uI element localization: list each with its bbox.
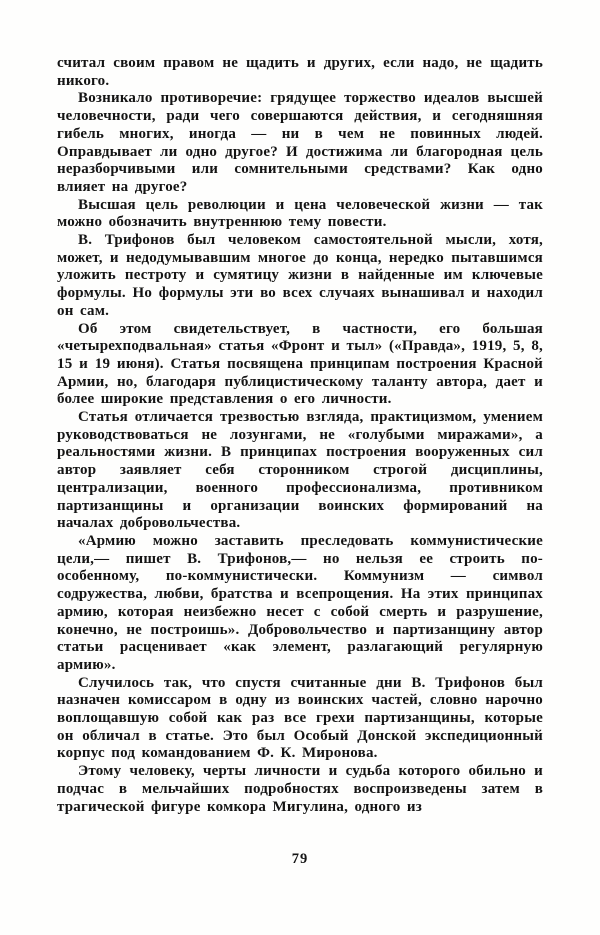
paragraph: Об этом свидетельствует, в частности, его большая «четырехподвальная» статья «Фронт и тыл» («Правда», 1919, 5, 8, 15 и 19 июня). Статья посвящена принципам построения Красной Армии, но, благодаря публицистическому таланту автора, дает и более широкие представления о его личности.: [57, 320, 543, 408]
paragraph: Этому человеку, черты личности и судьба которого обильно и подчас в мельчайших подробностях воспроизведены затем в трагической фигуре комкора Мигулина, одного из: [57, 763, 543, 815]
paragraph: Статья отличается трезвостью взгляда, практицизмом, умением руководствоваться не лозунгами, не «голубыми миражами», а реальностями жизни. В принципах построения вооруженных сил автор заявляет себя сторонником строгой дисциплины, централизации, военного профессионализма, противником партизанщины и организации воинских формирований на началах добровольчества.: [57, 409, 543, 532]
paragraph: Возникало противоречие: грядущее торжество идеалов высшей человечности, ради чего совершаются действия, и сегодняшняя гибель многих, иногда — ни в чем не повинных людей. Оправдывает ли одно другое? И достижима ли благородная цель неразборчивыми или сомнительными средствами? Как одно влияет на другое?: [57, 90, 543, 195]
page-number: 79: [291, 851, 309, 867]
paragraph: Высшая цель революции и цена человеческой жизни — так можно обозначить внутреннюю тему повести.: [57, 196, 543, 231]
paragraph: считал своим правом не щадить и других, если надо, не щадить никого.: [57, 55, 543, 89]
text-block: [57, 55, 543, 816]
paragraph: «Армию можно заставить преследовать коммунистические цели,— пишет В. Трифонов,— но нельзя ее строить по-особенному, по-коммунистически. Коммунизм — символ содружества, любви, братства и всепрощения. На этих принципах армию, которая неизбежно несет с собой смерть и разрушение, конечно, не построишь». Добровольчество и партизанщину автор статьи расценивает «как элемент, разлагающий регулярную армию».: [57, 532, 543, 673]
paragraph: Случилось так, что спустя считанные дни В. Трифонов был назначен комиссаром в одну из воинских частей, словно нарочно воплощавшую собой как раз все грехи партизанщины, которые он обличал в статье. Это был Особый Донской экспедиционный корпус под командованием Ф. К. Миронова.: [57, 674, 543, 762]
paragraph: В. Трифонов был человеком самостоятельной мысли, хотя, может, и недодумывавшим многое до конца, нередко пытавшимся уложить пестроту и сумятицу жизни в найденные им ключевые формулы. Но формулы эти во всех случаях вынашивал и находил он сам.: [57, 232, 543, 319]
